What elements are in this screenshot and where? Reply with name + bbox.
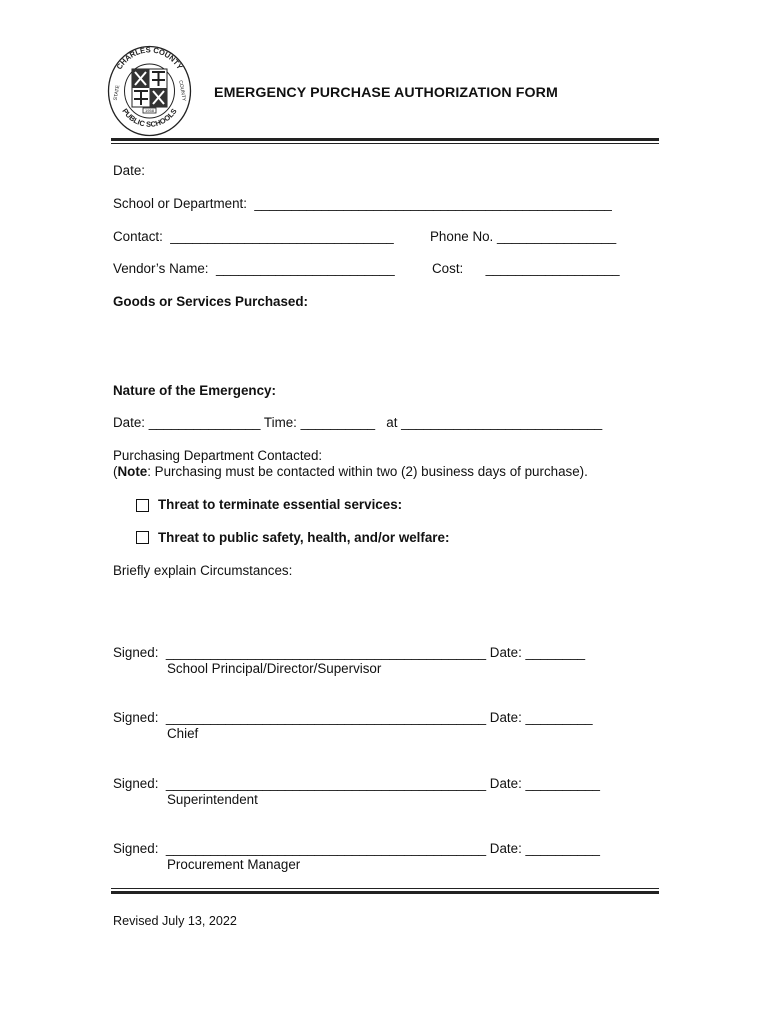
header-divider-thin	[111, 143, 659, 144]
seal-year: 1958	[145, 108, 154, 114]
footer-divider-thick	[111, 891, 659, 894]
explain-circumstances-label: Briefly explain Circumstances:	[113, 563, 293, 578]
seal-text-top: CHARLES COUNTY	[114, 45, 185, 72]
public-safety-checkbox[interactable]	[136, 531, 149, 544]
essential-services-checkbox[interactable]	[136, 499, 149, 512]
signature-line: Signed: ___________________________________________ Date: __________	[113, 776, 601, 791]
public-safety-label: Threat to public safety, health, and/or welfare:	[158, 530, 450, 545]
purchasing-contacted-label: Purchasing Department Contacted:	[113, 448, 323, 463]
seal-text-bottom: PUBLIC SCHOOLS	[120, 106, 179, 129]
date-time-at-field: Date: _______________ Time: __________ at ___________________________	[113, 415, 603, 430]
signature-title: School Principal/Director/Supervisor	[167, 661, 382, 676]
svg-text:CHARLES COUNTY	[115, 45, 185, 71]
signature-line: Signed: ___________________________________________ Date: _________	[113, 710, 593, 725]
goods-services-heading: Goods or Services Purchased:	[113, 294, 308, 309]
purchasing-note	[113, 464, 588, 480]
footer-divider-thin	[111, 888, 659, 889]
vendor-name-field: Vendor’s Name: ________________________	[113, 261, 395, 276]
note-rest: : Purchasing must be contacted within two (2) business days of purchase).	[147, 464, 588, 479]
essential-services-label: Threat to terminate essential services:	[158, 497, 403, 512]
revised-date: Revised July 13, 2022	[113, 914, 237, 928]
signature-line: Signed: ___________________________________________ Date: ________	[113, 645, 586, 660]
signature-line: Signed: ___________________________________________ Date: __________	[113, 841, 601, 856]
seal-right-word: COUNTY	[177, 79, 187, 102]
signature-title: Procurement Manager	[167, 857, 301, 872]
contact-field: Contact: ______________________________	[113, 229, 394, 244]
school-department-field: School or Department: ________________________________________________	[113, 196, 612, 211]
seal-left-word: STATE	[112, 84, 122, 101]
cost-field: Cost: __________________	[432, 261, 620, 276]
note-bold: Note	[117, 464, 148, 479]
header-divider-thick	[111, 138, 659, 141]
emergency-heading: Nature of the Emergency:	[113, 383, 276, 398]
page-title: EMERGENCY PURCHASE AUTHORIZATION FORM	[214, 85, 558, 101]
date-label: Date:	[113, 163, 146, 178]
signature-title: Superintendent	[167, 792, 258, 807]
phone-field: Phone No. ________________	[430, 229, 617, 244]
signature-title: Chief	[167, 726, 199, 741]
note-prefix: (	[113, 464, 118, 479]
county-seal-icon	[107, 45, 192, 137]
